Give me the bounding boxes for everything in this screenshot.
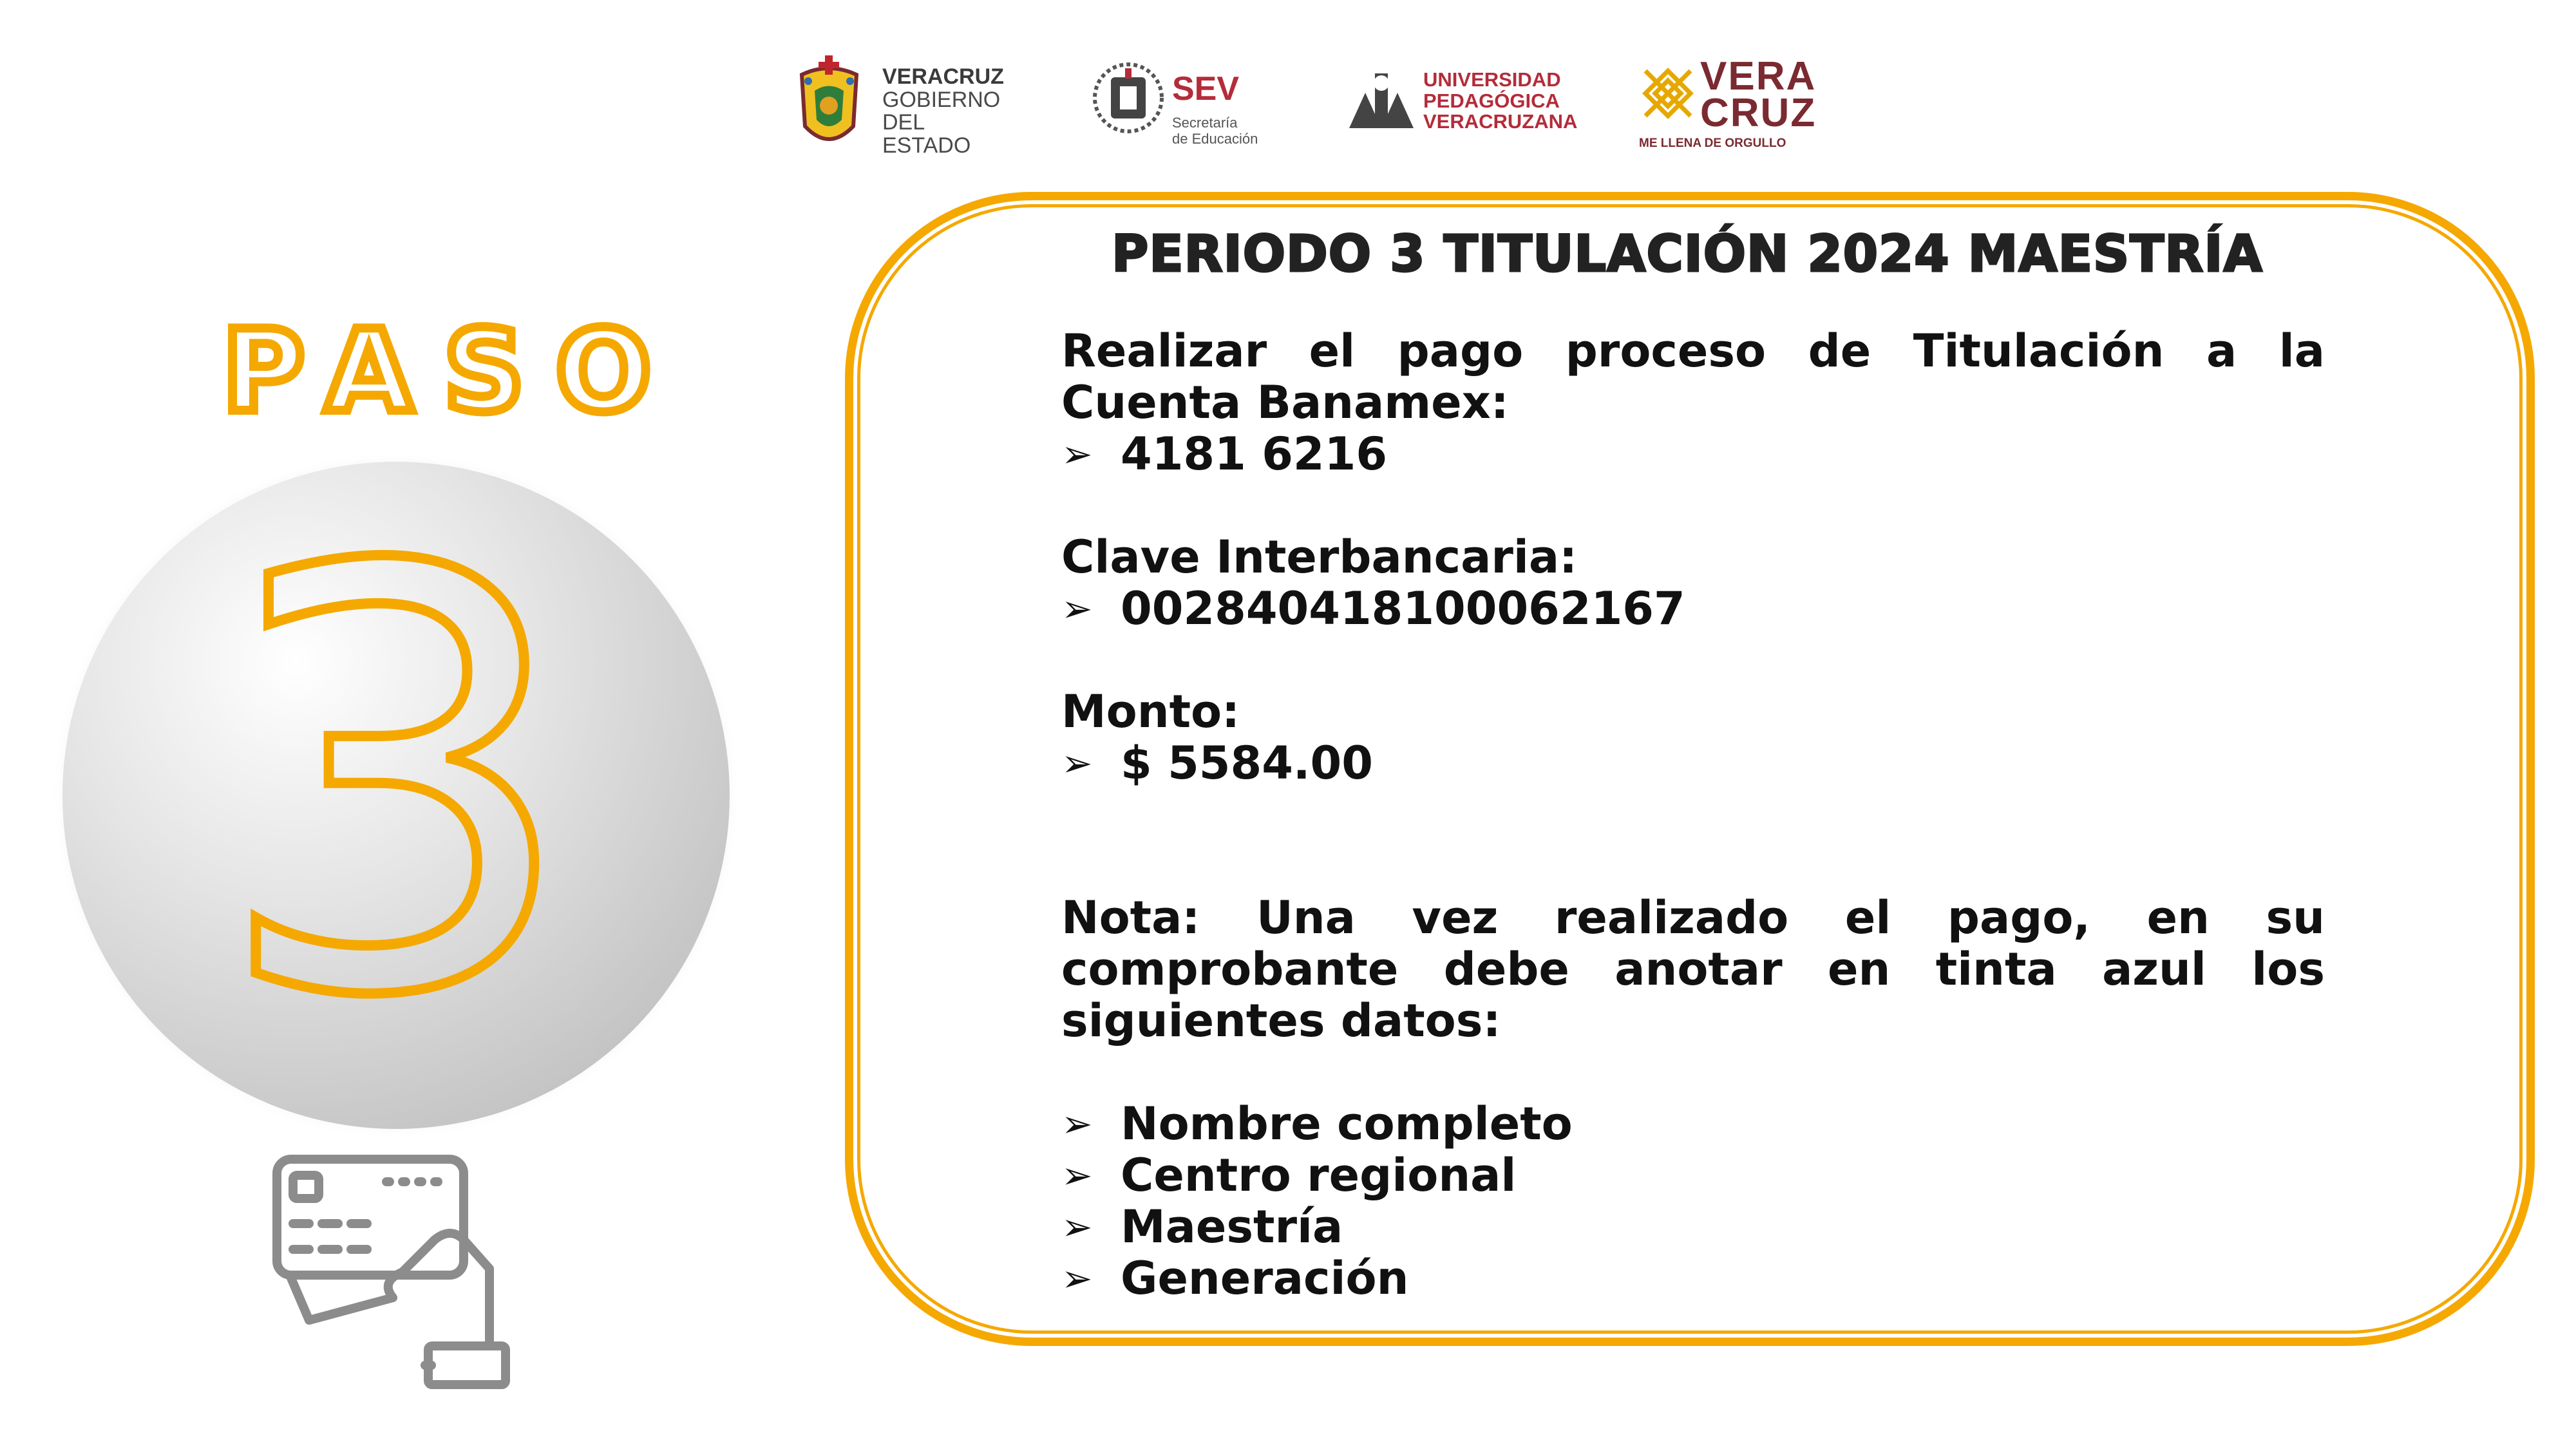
upv-text: UNIVERSIDAD PEDAGÓGICA VERACRUZANA — [1423, 68, 1578, 133]
bullet-arrow-icon: ➢ — [1061, 741, 1093, 785]
step-number-disc — [52, 451, 741, 1140]
required-data-item — [1061, 1201, 2325, 1253]
sev-subtitle: Secretaría de Educación — [1172, 115, 1258, 147]
bullet-arrow-icon: ➢ — [1061, 1153, 1093, 1197]
required-data-label: Centro regional — [1121, 1149, 1517, 1202]
required-data-label: Nombre completo — [1121, 1097, 1573, 1150]
amount-item — [1061, 737, 2325, 789]
veracruz-brand-tagline: ME LLENA DE ORGULLO — [1639, 137, 1786, 150]
bullet-arrow-icon: ➢ — [1061, 432, 1093, 476]
required-data-label: Maestría — [1121, 1200, 1343, 1253]
veracruz-gobierno-logo — [789, 52, 1008, 167]
required-data-label: Generación — [1121, 1252, 1409, 1305]
sev-name: SEV — [1172, 70, 1240, 108]
account-number-item — [1061, 428, 2325, 480]
header-logos — [789, 52, 1817, 167]
panel-content — [1061, 325, 2325, 1304]
sev-emblem-icon — [1092, 58, 1166, 138]
bullet-arrow-icon: ➢ — [1061, 1256, 1093, 1300]
bullet-arrow-icon: ➢ — [1061, 1205, 1093, 1249]
required-data-item — [1061, 1098, 2325, 1150]
clabe-number: 002840418100062167 — [1121, 582, 1685, 635]
upv-emblem-icon — [1346, 67, 1417, 138]
veracruz-coat-of-arms-icon — [789, 55, 869, 158]
upv-logo — [1346, 52, 1578, 167]
account-number: 4181 6216 — [1121, 428, 1388, 480]
veracruz-brand-name: VERA CRUZ — [1700, 54, 1817, 136]
note-text: Nota: Una vez realizado el pago, en su comprobante debe anotar en tinta azul los siguientes datos: — [1061, 891, 2325, 1047]
amount-value: $ 5584.00 — [1121, 737, 1373, 790]
clabe-label: Clave Interbancaria: — [1061, 531, 1578, 583]
bullet-arrow-icon: ➢ — [1061, 587, 1093, 630]
step-label: PASO — [222, 307, 683, 437]
veracruz-gobierno-text: VERACRUZ GOBIERNO DEL ESTADO — [882, 64, 1004, 158]
veracruz-knot-icon — [1639, 64, 1697, 122]
required-data-item — [1061, 1253, 2325, 1304]
clabe-item — [1061, 583, 2325, 634]
panel-title: PERIODO 3 TITULACIÓN 2024 MAESTRÍA — [1112, 225, 2263, 283]
card-payment-icon — [270, 1153, 515, 1397]
step-number: 3 — [211, 451, 581, 1122]
payment-intro: Realizar el pago proceso de Titulación a la Cuenta Banamex: — [1061, 325, 2325, 429]
amount-label: Monto: — [1061, 685, 1240, 738]
veracruz-brand-logo — [1639, 52, 1817, 167]
required-data-item — [1061, 1150, 2325, 1201]
bullet-arrow-icon: ➢ — [1061, 1102, 1093, 1146]
sev-logo — [1092, 52, 1278, 167]
